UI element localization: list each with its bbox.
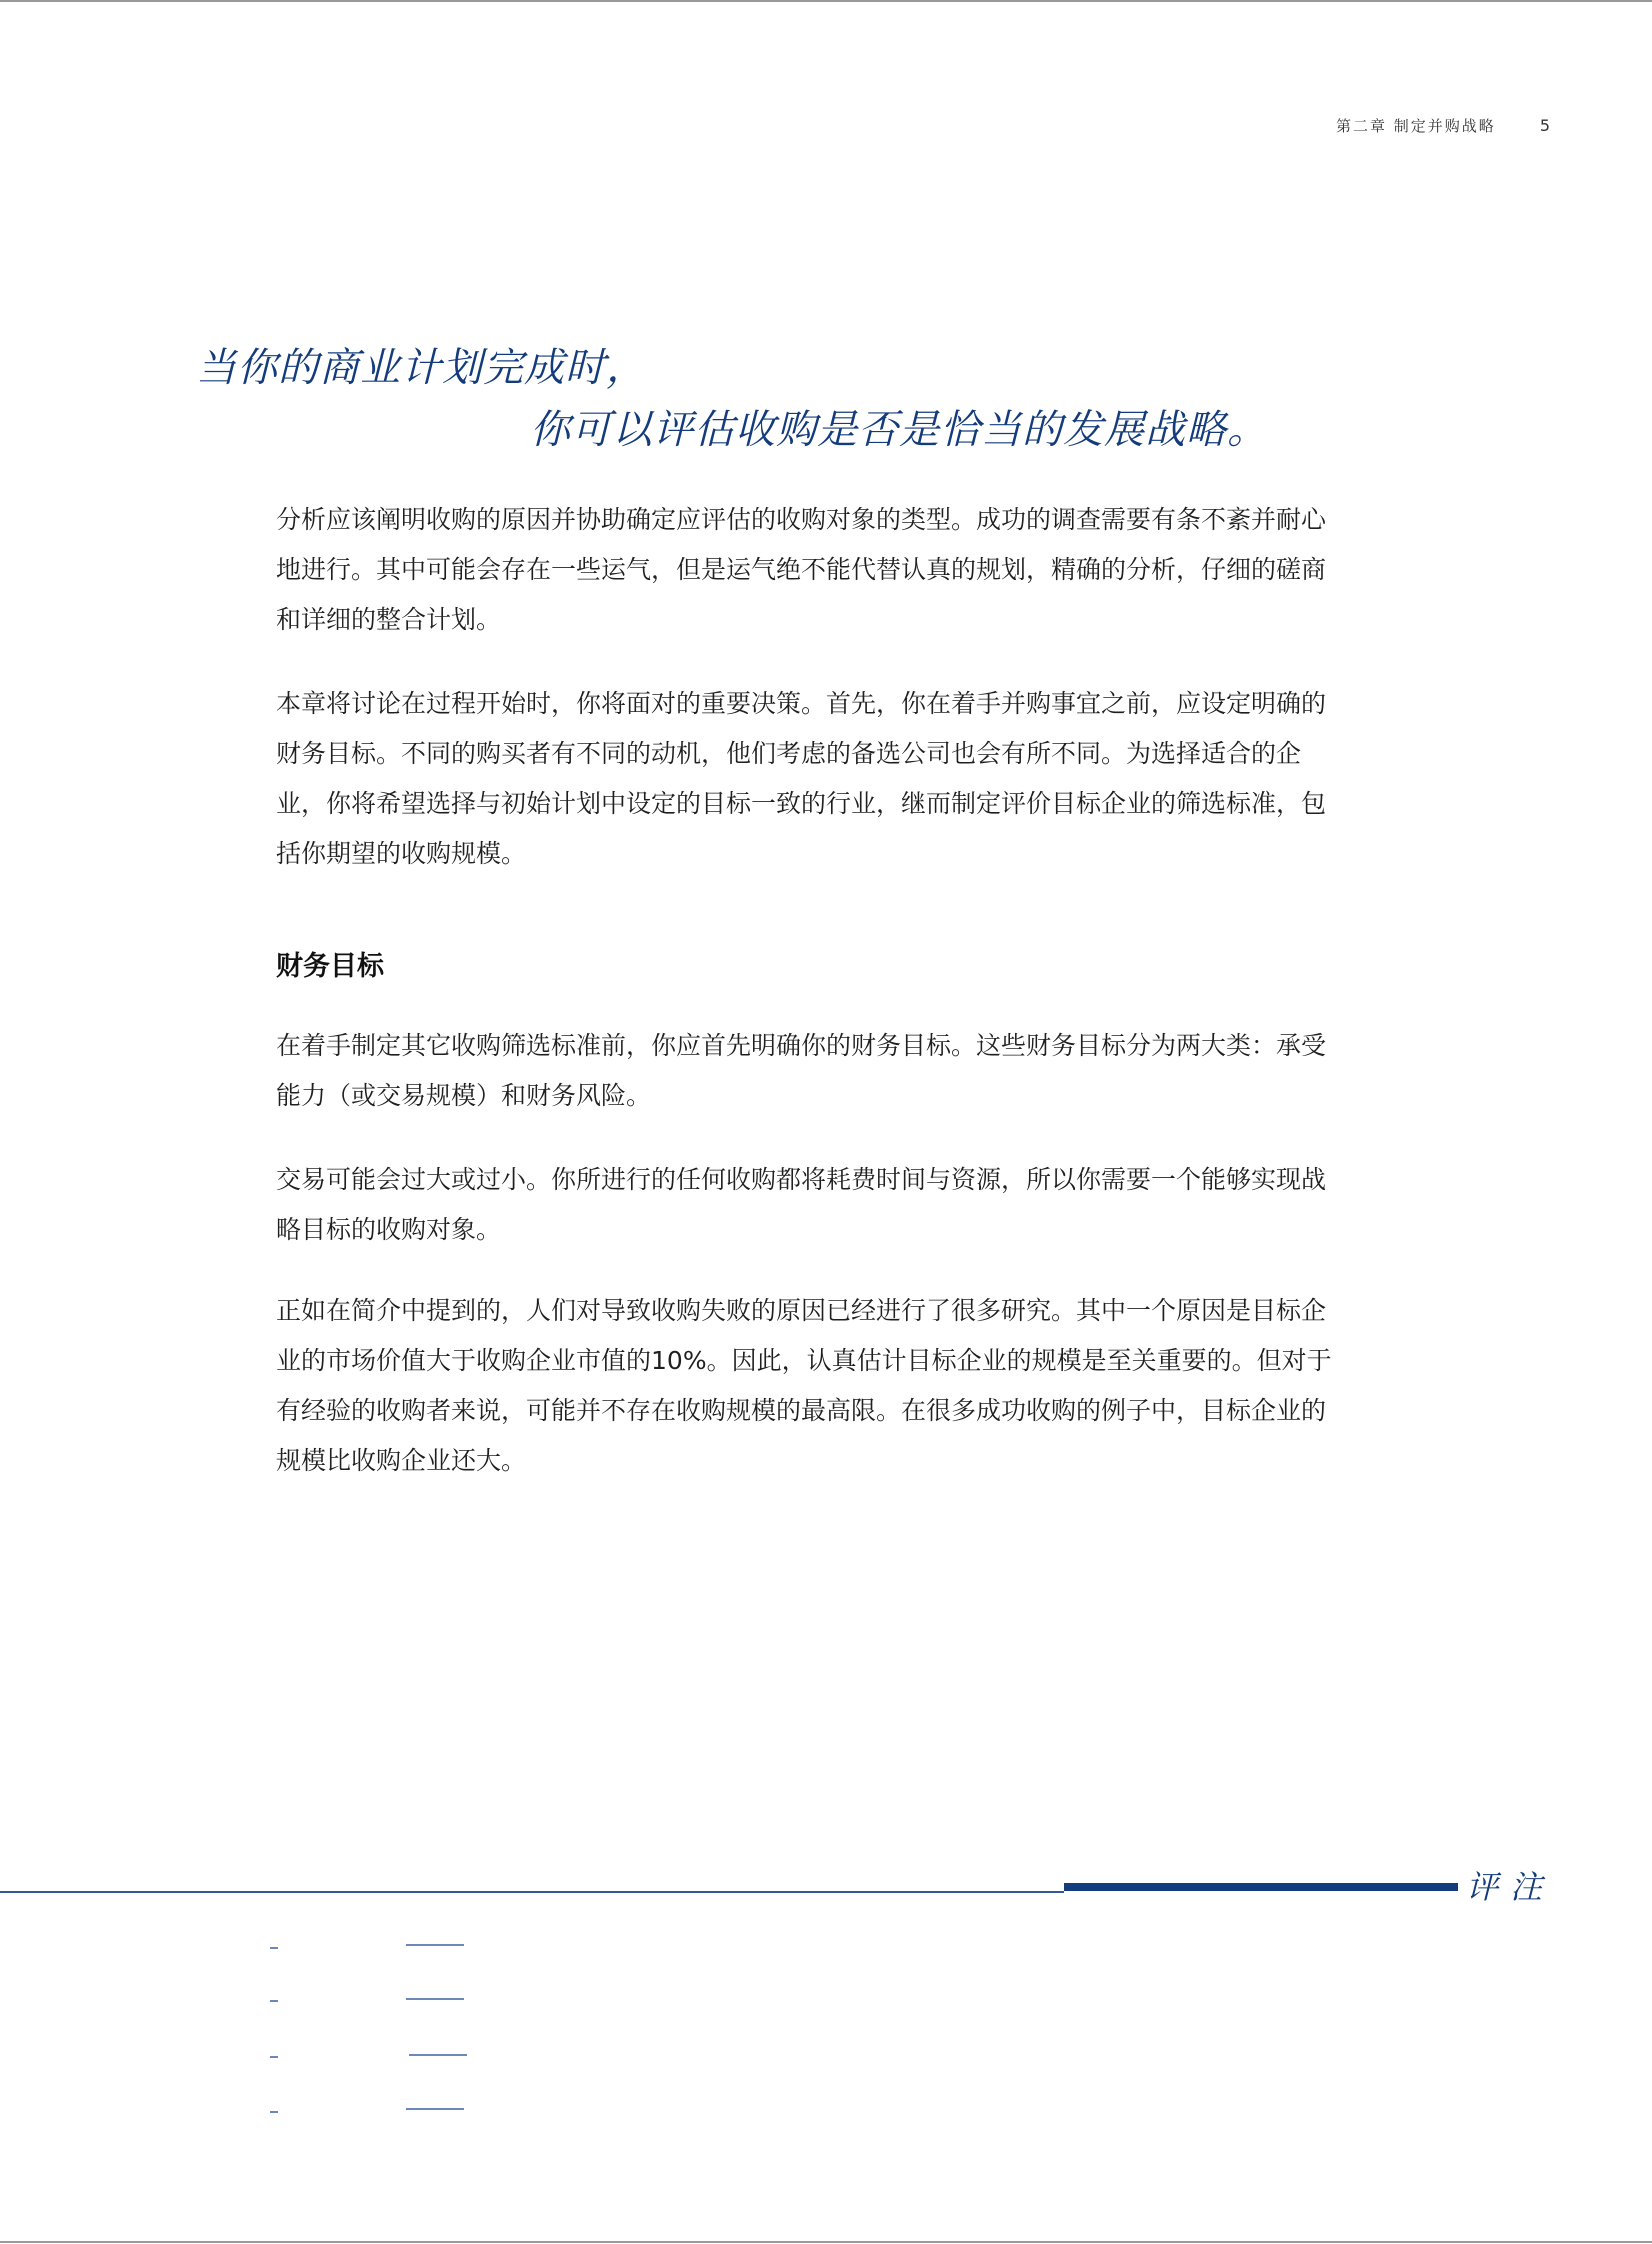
section-paragraph-2 <box>276 1155 1340 1255</box>
pull-quote-line-1: 当你的商业计划完成时， <box>196 345 647 391</box>
note-writing-line <box>406 2108 464 2110</box>
intro-paragraph-2 <box>276 679 1340 879</box>
section-paragraph-1 <box>276 1021 1340 1121</box>
note-line-marker <box>270 2056 278 2058</box>
paragraph-text: 正如在简介中提到的，人们对导致收购失败的原因已经进行了很多研究。其中一个原因是目标企业的市场价值大于收购企业市值的10%。因此，认真估计目标企业的规模是至关重要的。但对于有经验的收购者来说，可能并不存在收购规模的最高限。在很多成功收购的例子中，目标企业的规模比收购企业还大。 <box>276 1296 1332 1475</box>
top-page-border <box>0 0 1652 2</box>
intro-paragraph-1 <box>276 495 1340 645</box>
note-writing-line <box>409 2054 467 2056</box>
chapter-title: 第二章 制定并购战略 <box>1336 117 1496 135</box>
paragraph-text: 分析应该阐明收购的原因并协助确定应评估的收购对象的类型。成功的调查需要有条不紊并耐心地进行。其中可能会存在一些运气，但是运气绝不能代替认真的规划，精确的分析，仔细的磋商和详细的整合计划。 <box>276 505 1327 634</box>
paragraph-text: 在着手制定其它收购筛选标准前，你应首先明确你的财务目标。这些财务目标分为两大类：承受能力（或交易规模）和财务风险。 <box>276 1031 1327 1110</box>
paragraph-text: 交易可能会过大或过小。你所进行的任何收购都将耗费时间与资源，所以你需要一个能够实现战略目标的收购对象。 <box>276 1165 1327 1244</box>
pull-quote-line-2: 你可以评估收购是否是恰当的发展战略。 <box>530 407 1268 453</box>
running-header <box>1290 115 1550 136</box>
paragraph-text: 本章将讨论在过程开始时，你将面对的重要决策。首先，你在着手并购事宜之前，应设定明确的财务目标。不同的购买者有不同的动机，他们考虑的备选公司也会有所不同。为选择适合的企业，你将希望选择与初始计划中设定的目标一致的行业，继而制定评价目标企业的筛选标准，包括你期望的收购规模。 <box>276 689 1327 868</box>
section-paragraph-3 <box>276 1286 1340 1486</box>
notes-divider-thick <box>1064 1883 1458 1891</box>
note-line-marker <box>270 1947 278 1949</box>
notes-divider-thin <box>0 1891 1064 1893</box>
section-heading: 财务目标 <box>276 951 384 982</box>
page-number: 5 <box>1539 116 1550 135</box>
bottom-page-border <box>0 2241 1652 2243</box>
note-writing-line <box>406 1998 464 2000</box>
note-line-marker <box>270 2000 278 2002</box>
note-line-marker <box>270 2111 278 2113</box>
notes-label: 评注 <box>1466 1868 1555 1906</box>
note-writing-line <box>406 1944 464 1946</box>
